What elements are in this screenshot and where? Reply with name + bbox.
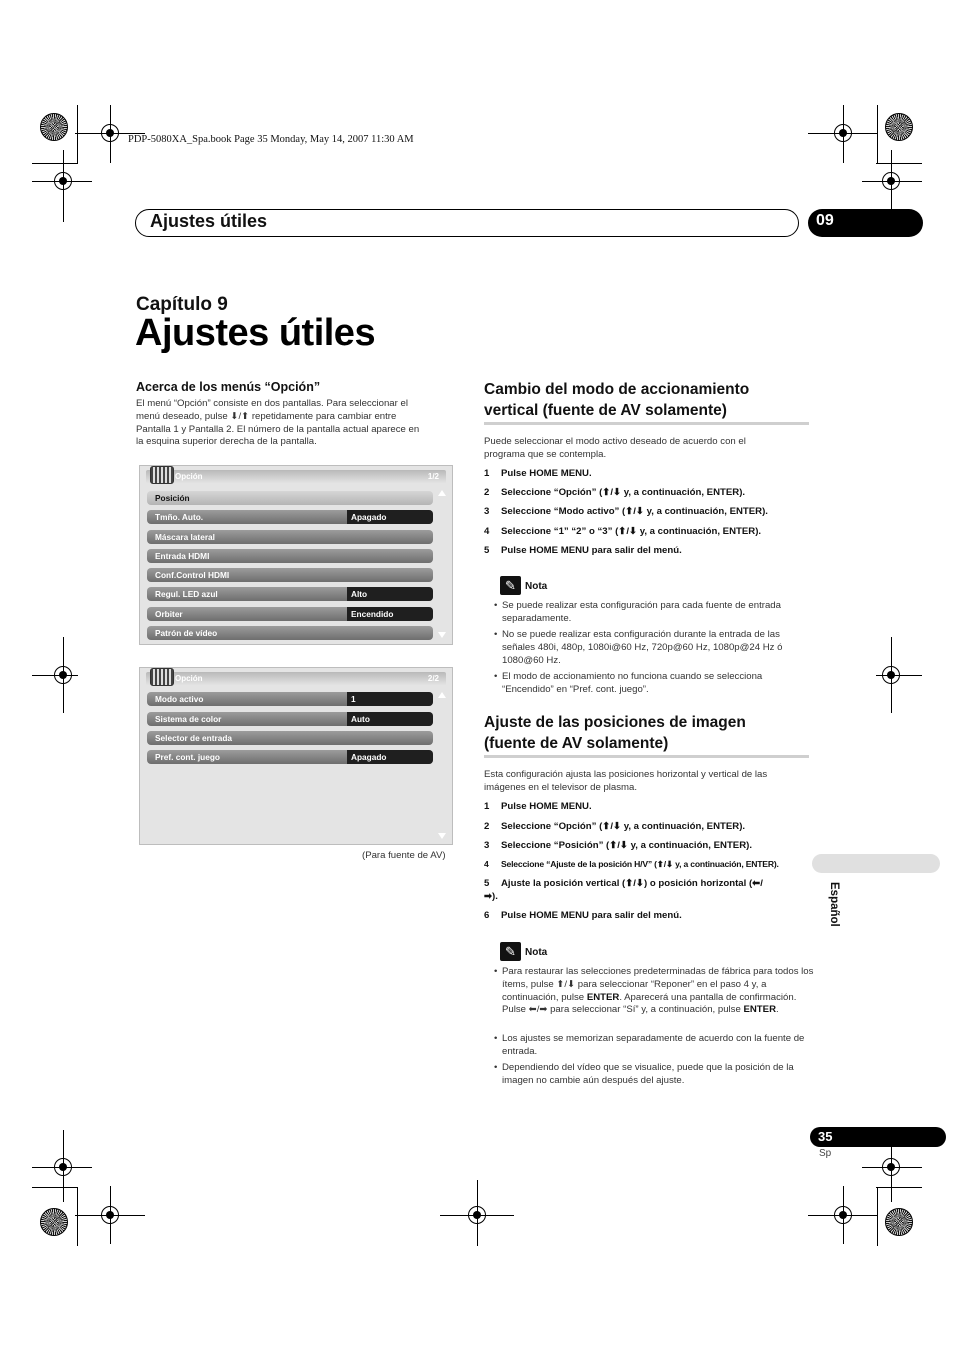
book-info: PDP-5080XA_Spa.book Page 35 Monday, May 14, 2007 11:30 AM	[128, 134, 414, 145]
option-menu-screen-1	[139, 465, 453, 645]
step-item: 1 Pulse HOME MENU.	[484, 801, 592, 812]
menu-row-mascara-lateral[interactable]: Máscara lateral	[147, 530, 433, 544]
option-menu-screen-2	[139, 667, 453, 845]
para-line: El menú “Opción” consiste en dos pantallas. Para seleccionar el	[136, 398, 408, 409]
note-item: • Para restaurar las selecciones predeterminadas de fábrica para todos los ítems, pulse ⬆/⬇ para seleccionar “Reponer” en el paso 4 y, a continuación, pulse ENTER. Aparecerá una pantalla de confirmación. Pulse ⬅/➡ para seleccionar “Sí” y, a continuación, pulse ENTER.	[494, 966, 814, 1016]
screen-title: Opción	[175, 674, 203, 683]
menu-value: Auto	[347, 712, 433, 726]
side-language-label: Español	[828, 882, 840, 927]
section1-title	[484, 379, 749, 421]
menu-row-modo-activo[interactable]: Modo activo 1	[147, 692, 433, 706]
left-heading: Acerca de los menús “Opción”	[136, 380, 321, 394]
screen-title: Opción	[175, 472, 203, 481]
para-line: la esquina superior derecha de la pantalla.	[136, 436, 317, 448]
menu-row-entrada-hdmi[interactable]: Entrada HDMI	[147, 549, 433, 563]
menu-row-sistema-de-color[interactable]: Sistema de color Auto	[147, 712, 433, 726]
title-line: vertical (fuente de AV solamente)	[484, 402, 727, 419]
step-item: 3 Seleccione “Posición” (⬆/⬇ y, a continuación, ENTER).	[484, 840, 752, 851]
screen-page: 1/2	[427, 472, 439, 481]
title-line: Ajuste de las posiciones de imagen	[484, 714, 746, 731]
title-line: Cambio del modo de accionamiento	[484, 381, 750, 398]
note-icon: ✎	[500, 942, 521, 961]
menu-row-posicion[interactable]: Posición	[147, 491, 433, 505]
scroll-down-icon	[438, 833, 446, 839]
intro-line: programa que se contempla.	[484, 448, 607, 460]
note-item: • Se puede realizar esta configuración para cada fuente de entrada separadamente.	[494, 600, 781, 624]
step-item: 6 Pulse HOME MENU para salir del menú.	[484, 910, 682, 921]
menu-row-orbiter[interactable]: Orbiter Encendido	[147, 607, 433, 621]
title-line: (fuente de AV solamente)	[484, 735, 669, 752]
step-item-continued: ➡).	[484, 891, 498, 902]
screen-page: 2/2	[427, 674, 439, 683]
step-item: 4 Seleccione “1” “2” o “3” (⬆/⬇ y, a continuación, ENTER).	[484, 526, 762, 537]
section1-intro	[484, 436, 746, 462]
step-item: 5 Ajuste la posición vertical (⬆/⬇) o posición horizontal (⬅/	[484, 878, 763, 889]
left-paragraph	[136, 398, 466, 449]
note-icon: ✎	[500, 576, 521, 595]
section-rule	[484, 755, 809, 758]
scroll-down-icon	[438, 632, 446, 638]
chapter-label: Capítulo 9	[136, 294, 228, 315]
note-item: • Dependiendo del vídeo que se visualice, puede que la posición de la imagen no cambie aún después del ajuste.	[494, 1062, 794, 1086]
step-item: 2 Seleccione “Opción” (⬆/⬇ y, a continuación, ENTER).	[484, 821, 746, 832]
step-item: 3 Seleccione “Modo activo” (⬆/⬇ y, a continuación, ENTER).	[484, 506, 768, 517]
intro-line: Esta configuración ajusta las posiciones horizontal y vertical de las	[484, 769, 768, 780]
note-item: • No se puede realizar esta configuración durante la entrada de las señales 480i, 480p, 1080i@60 Hz, 720p@60 Hz, 1080p@24 Hz ó 1080@60 Hz.	[494, 629, 783, 666]
menu-value: Alto	[347, 587, 433, 601]
header-title: Ajustes útiles	[150, 211, 268, 231]
step-item: 4 Seleccione “Ajuste de la posición H/V” (⬆/⬇ y, a continuación, ENTER).	[484, 859, 779, 869]
section-rule	[484, 422, 809, 425]
tv-icon	[150, 466, 174, 484]
note-label: Nota	[525, 947, 548, 958]
menu-value: Encendido	[347, 607, 433, 621]
menu-row-conf-control-hdmi[interactable]: Conf.Control HDMI	[147, 568, 433, 582]
para-line: Pantalla 1 y Pantalla 2. El número de la pantalla actual aparece en	[136, 423, 420, 435]
scroll-up-icon	[438, 490, 446, 496]
step-item: 2 Seleccione “Opción” (⬆/⬇ y, a continuación, ENTER).	[484, 487, 746, 498]
menu-value: Apagado	[347, 510, 433, 524]
menu-value: 1	[347, 692, 433, 706]
menu-row-pref-cont-juego[interactable]: Pref. cont. juego Apagado	[147, 750, 433, 764]
menu-row-selector-de-entrada[interactable]: Selector de entrada	[147, 731, 433, 745]
page-title: Ajustes útiles	[135, 312, 376, 354]
menu-row-tmno-auto[interactable]: Tmño. Auto. Apagado	[147, 510, 433, 524]
note-label: Nota	[525, 581, 548, 592]
tv-icon	[150, 668, 174, 686]
note-item: • El modo de accionamiento no funciona cuando se selecciona “Encendido” en “Pref. cont. juego”.	[494, 671, 763, 695]
step-item: 1 Pulse HOME MENU.	[484, 468, 592, 479]
step-item: 5 Pulse HOME MENU para salir del menú.	[484, 545, 682, 556]
page-language: Sp	[819, 1148, 832, 1159]
note-item: • Los ajustes se memorizan separadamente de acuerdo con la fuente de entrada.	[494, 1033, 805, 1057]
screen-caption: (Para fuente de AV)	[362, 850, 446, 861]
side-tab	[812, 854, 940, 873]
page-number: 35	[818, 1129, 833, 1144]
screen-header	[146, 470, 446, 484]
screen-header	[146, 672, 446, 686]
menu-row-patron-de-video[interactable]: Patrón de vídeo	[147, 626, 433, 640]
section2-title	[484, 712, 746, 754]
chapter-number: 09	[816, 212, 834, 229]
section2-intro	[484, 769, 767, 795]
menu-value: Apagado	[347, 750, 433, 764]
scroll-up-icon	[438, 692, 446, 698]
intro-line: Puede seleccionar el modo activo deseado de acuerdo con el	[484, 436, 746, 447]
intro-line: imágenes en el televisor de plasma.	[484, 781, 638, 793]
para-line: menú deseado, pulse ⬇/⬆ repetidamente para cambiar entre	[136, 410, 397, 422]
menu-row-regul-led-azul[interactable]: Regul. LED azul Alto	[147, 587, 433, 601]
